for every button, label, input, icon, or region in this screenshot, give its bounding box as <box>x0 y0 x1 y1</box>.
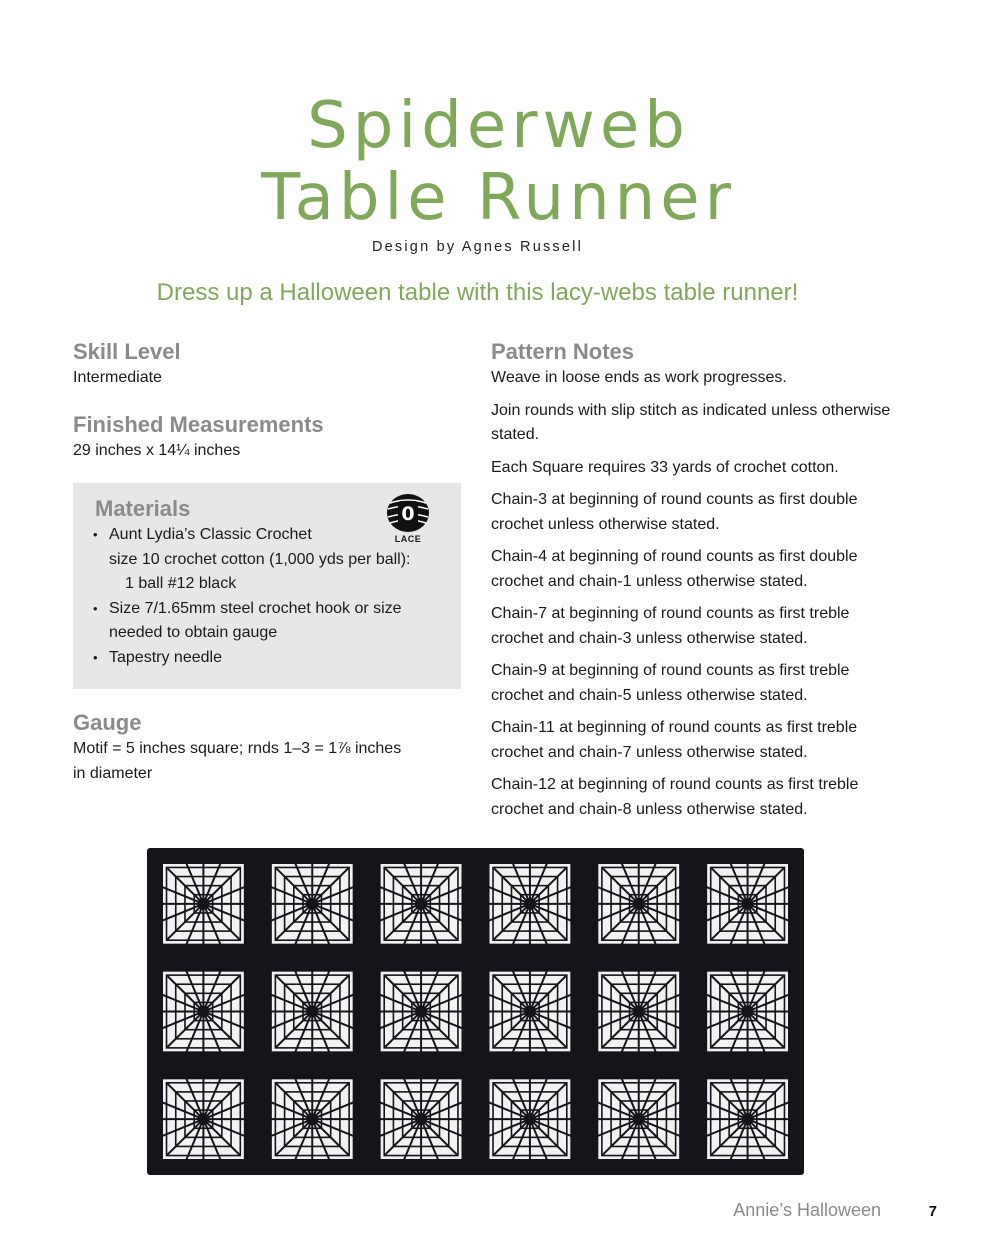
web-square <box>588 854 690 954</box>
designer-credit: Design by Agnes Russell <box>372 239 583 255</box>
web-square <box>370 961 472 1061</box>
web-square <box>479 854 581 954</box>
material-line: Aunt Lydia’s Classic Crochet <box>109 526 312 543</box>
gauge-value: Motif = 5 inches square; rnds 1–3 = 1⅞ inches in diameter <box>73 740 402 782</box>
web-square <box>697 1069 799 1169</box>
web-square <box>588 961 690 1061</box>
gauge-section <box>73 709 463 786</box>
pattern-notes-heading: Pattern Notes <box>491 339 635 364</box>
web-square <box>479 961 581 1061</box>
materials-item <box>93 523 461 597</box>
pattern-note: Weave in loose ends as work progresses. <box>491 369 787 386</box>
material-line: Size 7/1.65mm steel crochet hook or size <box>109 599 402 617</box>
skill-level-value: Intermediate <box>73 369 162 386</box>
web-square <box>370 1069 472 1169</box>
web-square <box>261 854 363 954</box>
materials-box <box>73 483 461 689</box>
web-square <box>697 961 799 1061</box>
web-square <box>153 961 255 1061</box>
tagline: Dress up a Halloween table with this lacy-webs table runner! <box>156 279 799 306</box>
web-square <box>153 1069 255 1169</box>
pattern-note: Chain-9 at beginning of round counts as first treble crochet and chain-5 unless otherwise stated. <box>491 662 850 704</box>
yarn-weight-label: LACE <box>394 534 422 544</box>
pattern-note: Join rounds with slip stitch as indicated unless otherwise stated. <box>491 401 891 443</box>
finished-measurements-value: 29 inches x 14¼ inches <box>73 441 241 459</box>
title-line-2: Table Runner <box>261 161 736 235</box>
skill-level-section <box>73 338 463 391</box>
pattern-note: Chain-11 at beginning of round counts as first treble crochet and chain-7 unless otherwise stated. <box>491 719 858 761</box>
pattern-notes-section <box>491 338 891 830</box>
material-line: needed to obtain gauge <box>109 624 278 641</box>
page-title <box>0 90 997 234</box>
yarn-weight-number: 0 <box>401 503 415 525</box>
skill-level-heading: Skill Level <box>73 339 181 364</box>
web-square <box>370 854 472 954</box>
pattern-note: Chain-12 at beginning of round counts as first treble crochet and chain-8 unless otherwise stated. <box>491 776 859 818</box>
pattern-note: Chain-3 at beginning of round counts as first double crochet unless otherwise stated. <box>491 491 858 533</box>
web-square <box>261 1069 363 1169</box>
pattern-note: Chain-4 at beginning of round counts as first double crochet and chain-1 unless otherwise stated. <box>491 548 858 590</box>
materials-item <box>93 597 461 646</box>
finished-measurements-heading: Finished Measurements <box>73 411 324 437</box>
web-square <box>479 1069 581 1169</box>
page-number: 7 <box>928 1203 937 1220</box>
footer-book-title: Annie’s Halloween <box>733 1200 881 1220</box>
material-line: Tapestry needle <box>109 648 222 666</box>
web-square <box>697 854 799 954</box>
pattern-note: Chain-7 at beginning of round counts as first treble crochet and chain-3 unless otherwise stated. <box>491 605 850 647</box>
left-column <box>73 338 463 806</box>
web-square <box>153 854 255 954</box>
pattern-note: Each Square requires 33 yards of crochet cotton. <box>491 458 839 476</box>
material-line: 1 ball #12 black <box>125 575 237 592</box>
materials-heading: Materials <box>95 496 191 521</box>
materials-list <box>73 523 461 670</box>
title-line-1: Spiderweb <box>307 89 690 163</box>
gauge-heading: Gauge <box>73 710 142 735</box>
table-runner-photo <box>147 848 804 1175</box>
material-line: size 10 crochet cotton (1,000 yds per ball): <box>109 550 411 568</box>
web-square <box>588 1069 690 1169</box>
materials-item <box>93 646 461 671</box>
web-square <box>261 961 363 1061</box>
runner-illustration <box>147 848 804 1175</box>
finished-measurements-section <box>73 411 463 464</box>
